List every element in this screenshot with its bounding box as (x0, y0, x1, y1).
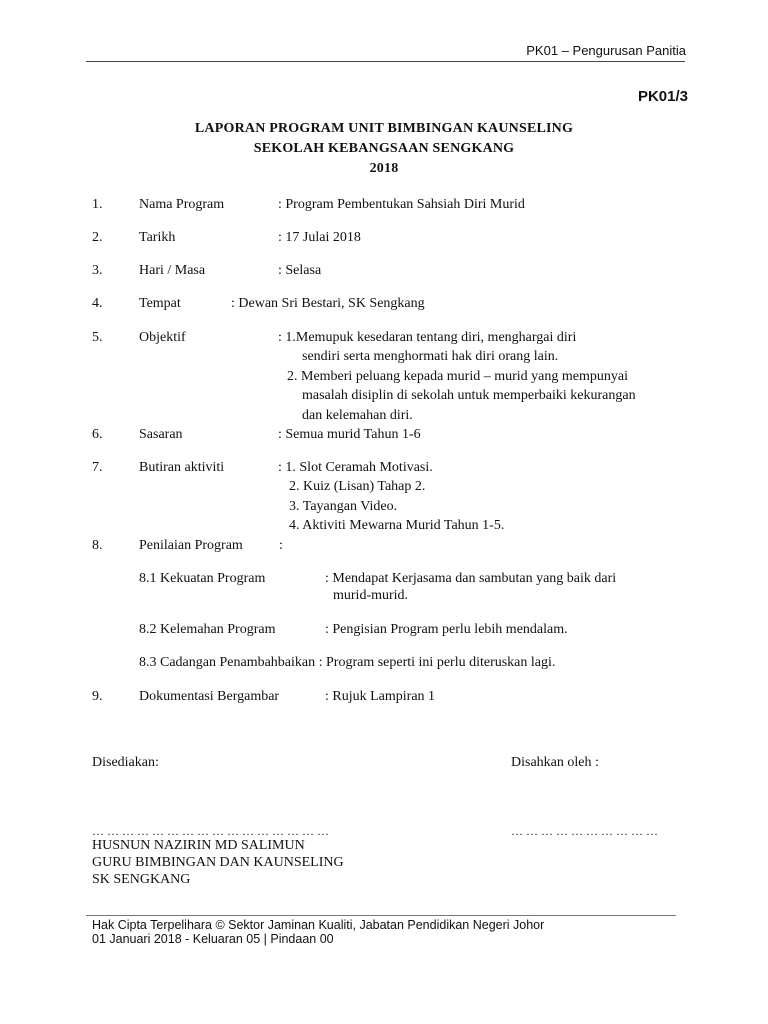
title-line-3: 2018 (369, 161, 399, 176)
item-7-line-2: 2. Kuiz (Lisan) Tahap 2. (289, 479, 426, 494)
item-8-2-label: 8.2 Kelemahan Program (139, 622, 276, 637)
item-7-line-1: : 1. Slot Ceramah Motivasi. (278, 460, 433, 475)
item-8-number: 8. (92, 538, 103, 553)
signature-line-right: … … … … … … … … … … (511, 824, 658, 838)
item-6-value: : Semua murid Tahun 1-6 (278, 427, 421, 442)
item-9-label: Dokumentasi Bergambar (139, 689, 280, 704)
item-2-value: : 17 Julai 2018 (278, 230, 361, 245)
item-8-3-text: 8.3 Cadangan Penambahbaikan : Program seperti ini perlu diteruskan lagi. (139, 655, 556, 670)
item-6-label: Sasaran (139, 427, 183, 442)
item-5-line-3: 2. Memberi peluang kepada murid – murid yang mempunyai (287, 369, 628, 384)
item-9-value: : Rujuk Lampiran 1 (325, 689, 436, 704)
prepared-by-label: Disediakan: (92, 755, 159, 770)
item-3-number: 3. (92, 263, 103, 278)
preparer-school: SK SENGKANG (92, 872, 191, 887)
item-2-label: Tarikh (139, 230, 176, 245)
item-5-line-4: masalah disiplin di sekolah untuk memperbaiki kekurangan (302, 388, 636, 403)
title-line-1: LAPORAN PROGRAM UNIT BIMBINGAN KAUNSELING (194, 121, 574, 136)
item-3-label: Hari / Masa (139, 263, 206, 278)
item-1-value: : Program Pembentukan Sahsiah Diri Murid (278, 197, 525, 212)
item-5-line-1: : 1.Memupuk kesedaran tentang diri, menghargai diri (278, 330, 577, 345)
item-8-1-value-line-2: murid-murid. (333, 588, 409, 603)
title-line-2: SEKOLAH KEBANGSAAN SENGKANG (253, 141, 515, 156)
item-5-line-2: sendiri serta menghormati hak diri orang lain. (302, 349, 559, 364)
header-text: PK01 – Pengurusan Panitia (526, 43, 686, 58)
preparer-name: HUSNUN NAZIRIN MD SALIMUN (92, 838, 305, 853)
item-1-label: Nama Program (139, 197, 225, 212)
item-5-label: Objektif (139, 330, 186, 345)
item-7-line-4: 4. Aktiviti Mewarna Murid Tahun 1-5. (289, 518, 505, 533)
footer-copyright: Hak Cipta Terpelihara © Sektor Jaminan Kualiti, Jabatan Pendidikan Negeri Johor (92, 918, 545, 932)
item-5-line-5: dan kelemahan diri. (302, 408, 413, 423)
item-4-number: 4. (92, 296, 103, 311)
item-8-1-label: 8.1 Kekuatan Program (139, 571, 266, 586)
item-8-2-value: : Pengisian Program perlu lebih mendalam. (325, 622, 568, 637)
item-9-number: 9. (92, 689, 103, 704)
item-3-value: : Selasa (278, 263, 322, 278)
item-1-number: 1. (92, 197, 103, 212)
item-7-label: Butiran aktiviti (139, 460, 225, 475)
item-8-1-value: : Mendapat Kerjasama dan sambutan yang baik dari (325, 571, 617, 586)
approved-by-label: Disahkan oleh : (511, 755, 599, 770)
item-8-colon: : (279, 538, 283, 553)
footer-release-info: 01 Januari 2018 - Keluaran 05 | Pindaan 00 (92, 932, 334, 946)
document-code: PK01/3 (637, 88, 688, 105)
item-4-label: Tempat (139, 296, 181, 311)
item-4-value: : Dewan Sri Bestari, SK Sengkang (231, 296, 425, 311)
item-7-number: 7. (92, 460, 103, 475)
item-8-label: Penilaian Program (139, 538, 243, 553)
signature-line-left: … … … … … … … … … … … … … … … … (92, 824, 329, 838)
item-5-number: 5. (92, 330, 103, 345)
item-7-line-3: 3. Tayangan Video. (289, 499, 398, 514)
header-rule (86, 61, 685, 62)
item-2-number: 2. (92, 230, 103, 245)
preparer-position: GURU BIMBINGAN DAN KAUNSELING (92, 855, 344, 870)
item-6-number: 6. (92, 427, 103, 442)
footer-rule (86, 915, 676, 916)
